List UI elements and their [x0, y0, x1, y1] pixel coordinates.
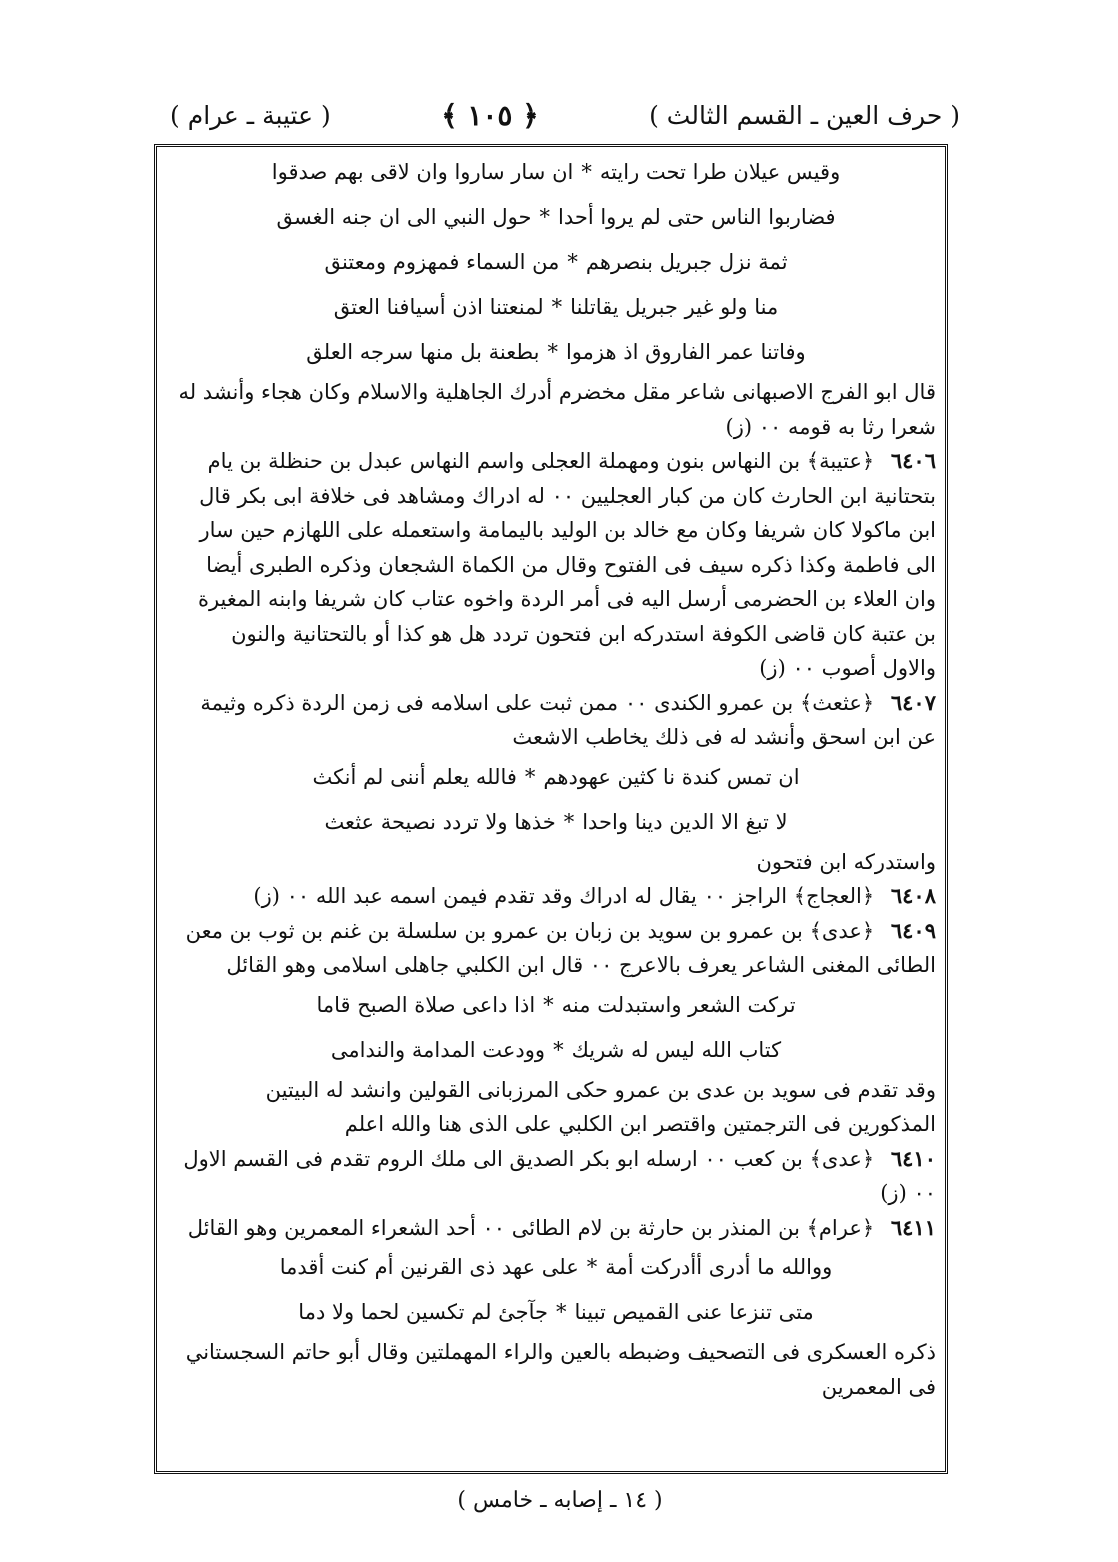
- hemistich-second: خذها ولا تردد نصيحة عثعث: [324, 809, 556, 834]
- hemistich-second: فالله يعلم أننى لم أنكث: [312, 764, 517, 789]
- verse-line: [176, 285, 936, 330]
- hemistich-second: اذا داعى صلاة الصبح قاما: [316, 992, 536, 1017]
- entry-6410: [176, 1142, 936, 1211]
- commentary-paragraph: وقد تقدم فى سويد بن عدى بن عمرو حكى المرزبانى القولين وانشد له البيتين المذكورين فى الترجمتين واقتصر ابن الكلبي على الذى هنا والله اعلم: [265, 1077, 936, 1136]
- hemistich-second: حول النبي الى ان جنه الغسق: [276, 205, 532, 230]
- hemistich-first: ثمة نزل جبريل بنصرهم: [585, 250, 788, 275]
- entry-6408: [176, 879, 936, 914]
- verse-separator: *: [547, 340, 558, 365]
- hemistich-second: بطعنة بل منها سرجه العلق: [306, 340, 540, 365]
- entry-number: ٦٤٠٩: [890, 917, 936, 943]
- entry-number: ٦٤١٠: [890, 1145, 936, 1171]
- commentary-paragraph: قال ابو الفرج الاصبهانى شاعر مقل مخضرم أدرك الجاهلية والاسلام وكان هجاء وأنشد له شعرا رثا به قومه ٠٠ (ز): [178, 380, 936, 439]
- entry-text: ﴿عتيبة﴾ بن النهاس بنون ومهملة العجلى واسم النهاس عبدل بن حنظلة بن يام بتحتانية ابن الحارث كان من كبار العجليين ٠٠ له ادراك ومشاهد فى خلافة ابى بكر قال ابن ماكولا كان شريفا وكان مع خالد بن الوليد باليمامة واستعمله على اللهازم حين سار الى فاطمة وكذا ذكره سيف فى الفتوح وقال من الكماة الشجعان وذكره الطبرى أيضا وان العلاء بن الحضرمى أرسل اليه فى أمر الردة واخوه عتاب كان شريفا وابنه المغيرة بن عتبة كان قاضى الكوفة استدركه ابن فتحون تردد هل هو كذا أو بالتحتانية والنون والاول أصوب ٠٠ (ز): [197, 449, 936, 680]
- verse-line: [176, 983, 936, 1028]
- entry-text: ﴿عثعث﴾ بن عمرو الكندى ٠٠ ممن ثبت على اسلامه فى زمن الردة ذكره وثيمة عن ابن اسحق وأنشد له فى ذلك يخاطب الاشعث: [200, 690, 936, 749]
- entry-number: ٦٤٠٨: [890, 883, 936, 908]
- verse-line: [176, 1245, 936, 1290]
- verse-separator: *: [581, 160, 592, 185]
- hemistich-first: وفاتنا عمر الفاروق اذ هزموا: [565, 340, 806, 365]
- verse-separator: *: [556, 1300, 567, 1325]
- verse-line: [176, 150, 936, 195]
- verse-line: [176, 1290, 936, 1335]
- verse-separator: *: [586, 1255, 598, 1280]
- hemistich-second: جآجئ لم تكسين لحما ولا دما: [298, 1300, 549, 1325]
- entry-number: ٦٤٠٧: [890, 689, 936, 715]
- hemistich-first: متى تنزعا عنى القميص تبينا: [574, 1300, 814, 1325]
- entry-text: ﴿عرام﴾ بن المنذر بن حارثة بن لام الطائى ٠٠ أحد الشعراء المعمرين وهو القائل: [187, 1215, 875, 1240]
- header-chapter: ( حرف العين ـ القسم الثالث ): [649, 100, 960, 130]
- verse-separator: *: [551, 295, 563, 320]
- verse-separator: *: [543, 992, 554, 1017]
- hemistich-first: كتاب الله ليس له شريك: [571, 1037, 782, 1062]
- entry-text: ﴿عدى﴾ بن عمرو بن سويد بن زبان بن عمرو بن سلسلة بن غنم بن ثوب بن معن الطائى المغنى الشاعر يعرف بالاعرج ٠٠ قال ابن الكلبي جاهلى اسلامى وهو القائل: [185, 918, 936, 977]
- verse-line: [176, 195, 936, 240]
- hemistich-first: فضاربوا الناس حتى لم يروا أحدا: [558, 205, 836, 230]
- entry-6411: [176, 1211, 936, 1246]
- hemistich-second: لمنعتنا اذن أسيافنا العتق: [333, 295, 544, 320]
- hemistich-second: على عهد ذى القرنين أم كنت أقدما: [279, 1255, 579, 1280]
- verse-line: [176, 330, 936, 375]
- entry-6407: [176, 686, 936, 755]
- hemistich-first: وقيس عيلان طرا تحت رايته: [599, 160, 841, 185]
- verse-separator: *: [567, 250, 578, 275]
- commentary-paragraph: ذكره العسكرى فى التصحيف وضبطه بالعين والراء المهملتين وقال أبو حاتم السجستاني فى المعمرين: [185, 1340, 936, 1399]
- verse-separator: *: [539, 205, 550, 230]
- verse-line: [176, 1028, 936, 1073]
- verse-line: [176, 755, 936, 800]
- entry-number: ٦٤١١: [890, 1214, 936, 1240]
- entry-6409: [176, 914, 936, 983]
- entry-number: ٦٤٠٦: [890, 448, 936, 473]
- entry-text: ﴿العجاج﴾ الراجز ٠٠ يقال له ادراك وقد تقدم فيمن اسمه عبد الله ٠٠ (ز): [253, 884, 875, 908]
- verse-line: [176, 240, 936, 285]
- entry-text: ﴿عدى﴾ بن كعب ٠٠ ارسله ابو بكر الصديق الى ملك الروم تقدم فى القسم الاول ٠٠ (ز): [183, 1146, 936, 1205]
- header-entries-range: ( عتيبة ـ عرام ): [170, 100, 331, 130]
- hemistich-first: منا ولو غير جبريل يقاتلنا: [570, 295, 779, 320]
- commentary-paragraph: واستدركه ابن فتحون: [756, 849, 936, 874]
- verse-separator: *: [563, 809, 575, 834]
- hemistich-first: ان تمس كندة نا كثين عهودهم: [543, 764, 800, 789]
- page-number: ﴿ ١٠٥ ﴾: [441, 98, 539, 132]
- hemistich-second: ان سار ساروا وان لاقى بهم صدقوا: [271, 160, 574, 185]
- hemistich-first: ووالله ما أدرى أأدركت أمة: [605, 1255, 833, 1280]
- entry-6406: [176, 444, 936, 686]
- hemistich-second: وودعت المدامة والندامى: [330, 1037, 546, 1062]
- page-body: [176, 150, 936, 1404]
- hemistich-second: من السماء فمهزوم ومعتنق: [324, 250, 560, 275]
- hemistich-first: لا تبغ الا الدين دينا واحدا: [582, 809, 788, 834]
- verse-separator: *: [524, 764, 536, 789]
- hemistich-first: تركت الشعر واستبدلت منه: [561, 992, 796, 1017]
- verse-line: [176, 800, 936, 845]
- signature-footer: ( ١٤ ـ إصابه ـ خامس ): [457, 1488, 663, 1513]
- page-header: [170, 92, 960, 138]
- verse-separator: *: [553, 1037, 564, 1062]
